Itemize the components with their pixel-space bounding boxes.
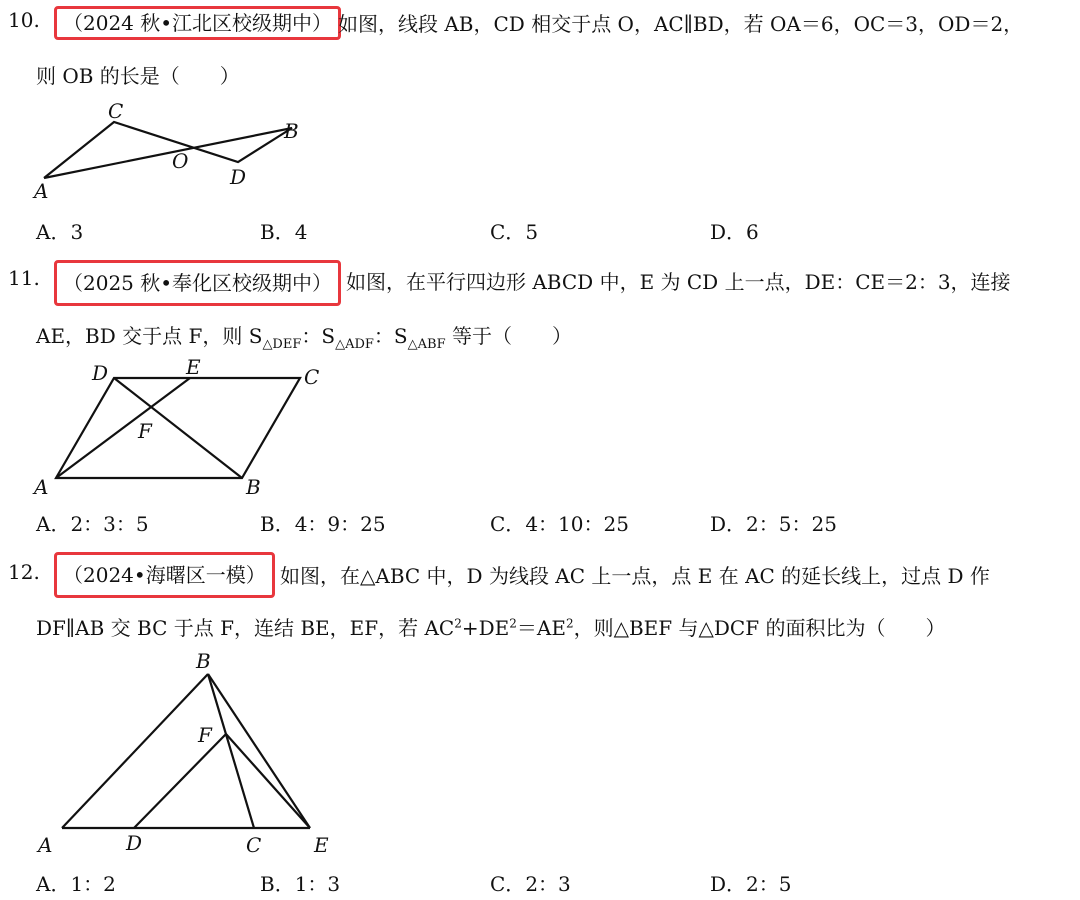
figure-q12-segment-BE	[208, 674, 310, 828]
option-d: D．2：5：25	[710, 512, 837, 536]
option-b: B．1：3	[260, 872, 341, 896]
label-D: D	[230, 165, 247, 189]
source-tag: （2024•海曙区一模）	[54, 552, 275, 598]
label-C: C	[304, 365, 320, 389]
label-A: A	[34, 179, 49, 203]
label-F: F	[198, 723, 212, 747]
question-stem-line2: DF∥AB 交 BC 于点 F，连结 BE，EF，若 $AC^2+DE^2=AE^2$，则△BEF 与△DCF 的面积比为（ ）	[36, 616, 946, 640]
figure-q12-side-AB	[62, 674, 208, 828]
option-b: B．4	[260, 220, 308, 244]
figure-q11-segment-AE	[56, 378, 190, 478]
label-A: A	[34, 475, 49, 499]
label-C: C	[246, 833, 262, 857]
label-E: E	[314, 833, 329, 857]
option-a: A．3	[36, 220, 84, 244]
figure-q11-diagonal-BD	[114, 378, 242, 478]
label-F: F	[138, 419, 152, 443]
option-b: B．4：9：25	[260, 512, 386, 536]
source-tag: （2025 秋•奉化区校级期中）	[54, 260, 341, 306]
figure-q12-segment-EF	[226, 734, 310, 828]
label-O: O	[172, 149, 189, 173]
figure-q12	[30, 646, 350, 860]
label-D: D	[92, 361, 109, 385]
label-B: B	[246, 475, 261, 499]
figure-q12-segment-DF	[134, 734, 226, 828]
option-d: D．6	[710, 220, 759, 244]
label-C: C	[108, 99, 124, 123]
option-d: D．2：5	[710, 872, 792, 896]
question-number: 12.	[8, 560, 40, 584]
question-stem-line2: 则 OB 的长是（ ）	[36, 64, 240, 88]
question-number: 10.	[8, 8, 40, 32]
question-stem-line1: 如图，在平行四边形 ABCD 中，E 为 CD 上一点，DE：CE＝2：3，连接	[346, 270, 1011, 294]
option-c: C．4：10：25	[490, 512, 629, 536]
label-B: B	[196, 649, 211, 673]
label-D: D	[126, 831, 143, 855]
source-tag: （2024 秋•江北区校级期中）	[54, 6, 341, 40]
label-E: E	[186, 355, 201, 379]
label-B: B	[284, 119, 299, 143]
label-A: A	[38, 833, 53, 857]
question-stem-line1: 如图，线段 AB，CD 相交于点 O，AC∥BD，若 OA＝6，OC＝3，OD＝2，	[338, 12, 1024, 36]
figure-q11	[30, 354, 340, 504]
question-number: 11.	[8, 266, 40, 290]
option-c: C．5	[490, 220, 539, 244]
option-a: A．2：3：5	[36, 512, 149, 536]
question-stem-line1: 如图，在△ABC 中，D 为线段 AC 上一点，点 E 在 AC 的延长线上，过点 D 作	[280, 564, 990, 588]
figure-q10-lines	[44, 122, 292, 178]
figure-q10	[30, 98, 320, 208]
option-a: A．1：2	[36, 872, 116, 896]
option-c: C．2：3	[490, 872, 571, 896]
question-stem-line2: AE，BD 交于点 F，则 $S_{\triangle DEF}$：$S_{\triangle ADF}$：$S_{\triangle ABF}$ 等于（ ）	[36, 324, 572, 352]
figure-q12-side-BC	[208, 674, 254, 828]
